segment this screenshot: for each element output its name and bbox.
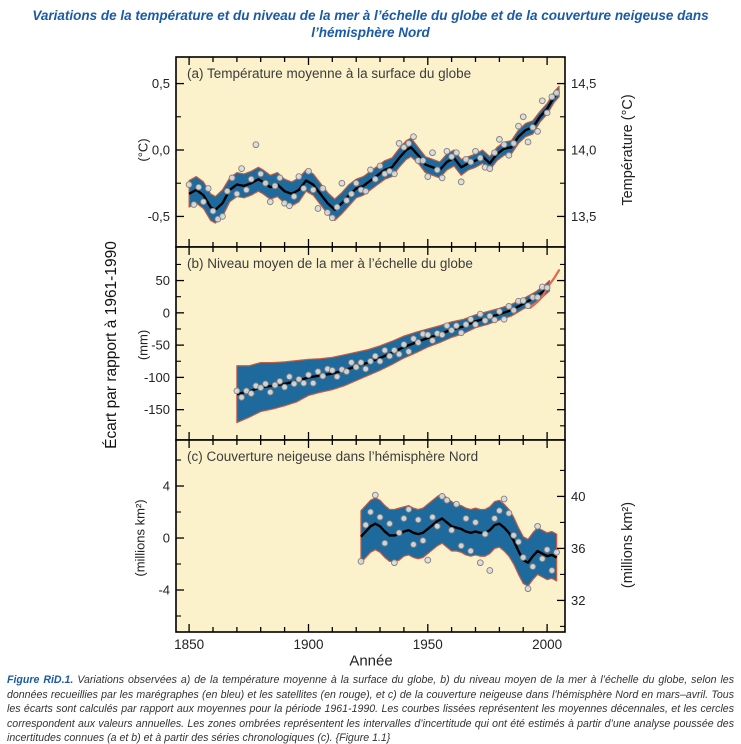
panel-b-annual-value-point <box>358 360 364 366</box>
panel-a-annual-value-point <box>320 186 326 192</box>
x-axis-tick-label: 1850 <box>174 637 205 652</box>
panel-a-annual-value-point <box>272 183 278 189</box>
panel-a-annual-value-point <box>434 167 440 173</box>
panel-c-title: (c) Couverture neigeuse dans l’hémisphère Nord <box>187 449 479 464</box>
panel-c-annual-value-point <box>525 586 531 592</box>
panel-a-annual-value-point <box>301 186 307 192</box>
panel-c-annual-value-point <box>506 510 512 516</box>
panel-b-annual-value-point <box>449 327 455 333</box>
panel-a-annual-value-point <box>449 154 455 160</box>
panel-b-annual-value-point <box>425 332 431 338</box>
panel-b-annual-value-point <box>468 316 474 322</box>
panel-b-annual-value-point <box>363 366 369 372</box>
panel-a-y-tick-label-right: 14,5 <box>571 76 597 92</box>
panel-c-annual-value-point <box>492 516 498 522</box>
panel-b-annual-value-point <box>473 322 479 328</box>
figure-caption <box>7 673 734 744</box>
panel-a-annual-value-point <box>535 129 541 135</box>
panel-a-y-tick-label-right: 13,5 <box>571 208 597 224</box>
panel-a-y-tick-label-left: -0,5 <box>147 208 170 224</box>
panel-b-left-unit-label: (mm) <box>135 329 151 361</box>
panel-c-annual-value-point <box>554 549 560 555</box>
panel-c-annual-value-point <box>363 522 369 528</box>
panel-b-title: (b) Niveau moyen de la mer à l’échelle du globe <box>187 256 473 271</box>
panel-a-annual-value-point <box>516 123 522 129</box>
panel-b-y-tick-label-left: -50 <box>151 337 170 353</box>
panel-a-annual-value-point <box>258 171 264 177</box>
panel-c-annual-value-point <box>449 527 455 533</box>
panel-c-annual-value-point <box>372 492 378 498</box>
panel-c-annual-value-point <box>549 568 555 574</box>
x-axis-tick-label: 1950 <box>412 637 443 652</box>
panel-a-annual-value-point <box>487 166 493 172</box>
panel-b-annual-value-point <box>406 349 412 355</box>
panel-b-annual-value-point <box>353 364 359 370</box>
panel-b-annual-value-point <box>535 294 541 300</box>
figure-title: Variations de la température et du niveau de la mer à l’échelle du globe et de la couverture neigeuse dans l’hémisphère Nord <box>32 8 709 40</box>
panel-c-annual-value-point <box>382 540 388 546</box>
panel-b-annual-value-point <box>372 353 378 359</box>
panel-c-annual-value-point <box>468 548 474 554</box>
panel-c-annual-value-point <box>420 538 426 544</box>
panel-a-annual-value-point <box>497 137 503 143</box>
panel-a-annual-value-point <box>368 167 374 173</box>
panel-a-annual-value-point <box>248 176 254 182</box>
panel-a-y-tick-label-left: 0,0 <box>151 142 170 158</box>
panel-c-right-axis-label: (millions km²) <box>620 501 636 589</box>
panel-a-annual-value-point <box>420 158 426 164</box>
panel-c-annual-value-point <box>497 508 503 514</box>
panel-b-annual-value-point <box>368 358 374 364</box>
panel-a-annual-value-point <box>310 187 316 193</box>
panel-b-annual-value-point <box>387 353 393 359</box>
panel-c-annual-value-point <box>530 564 536 570</box>
panel-b-annual-value-point <box>282 384 288 390</box>
panel-b-annual-value-point <box>511 307 517 313</box>
panel-a-left-unit-label: (°C) <box>135 138 151 162</box>
panel-c-y-tick-label-right: 40 <box>571 488 586 504</box>
panel-a-annual-value-point <box>263 180 269 186</box>
panel-b-annual-value-point <box>344 369 350 375</box>
panel-b-annual-value-point <box>287 374 293 380</box>
panel-b-annual-value-point <box>501 316 507 322</box>
panel-c-annual-value-point <box>406 507 412 513</box>
panel-c-annual-value-point <box>411 542 417 548</box>
panel-a-annual-value-point <box>525 139 531 145</box>
shared-y-axis-label: Écart par rapport à 1961-1990 <box>103 241 120 449</box>
panel-b-annual-value-point <box>439 332 445 338</box>
panel-a-annual-value-point <box>205 186 211 192</box>
panel-c-annual-value-point <box>430 514 436 520</box>
panel-a-annual-value-point <box>296 174 302 180</box>
panel-c-annual-value-point <box>487 568 493 574</box>
panel-b-annual-value-point <box>525 303 531 309</box>
panel-a-annual-value-point <box>339 180 345 186</box>
panel-b-annual-value-point <box>454 323 460 329</box>
panel-a-annual-value-point <box>224 188 230 194</box>
panel-b-annual-value-point <box>277 378 283 384</box>
panel-b-annual-value-point <box>291 381 297 387</box>
panel-c-left-unit-label: (millions km²) <box>132 499 148 577</box>
panel-c-annual-value-point <box>415 517 421 523</box>
panel-c-annual-value-point <box>434 523 440 529</box>
panel-a-annual-value-point <box>363 188 369 194</box>
panel-b-annual-value-point <box>315 369 321 375</box>
panel-c-annual-value-point <box>458 543 464 549</box>
panel-a-annual-value-point <box>267 199 273 205</box>
x-axis-tick-label: 1900 <box>293 637 324 652</box>
panel-b-annual-value-point <box>329 367 335 373</box>
panel-c-y-tick-label-left: 0 <box>162 530 170 546</box>
panel-a-annual-value-point <box>392 171 398 177</box>
panel-a-annual-value-point <box>244 187 250 193</box>
panel-a-title: (a) Température moyenne à la surface du globe <box>187 66 472 81</box>
panel-b-annual-value-point <box>267 389 273 395</box>
panel-c-y-tick-label-right: 32 <box>571 592 586 608</box>
panel-b-annual-value-point <box>430 338 436 344</box>
panel-a-annual-value-point <box>325 210 331 216</box>
panel-a-annual-value-point <box>210 208 216 214</box>
panel-b-annual-value-point <box>415 340 421 346</box>
panel-b-annual-value-point <box>382 347 388 353</box>
panel-a-annual-value-point <box>220 214 226 220</box>
panel-a-annual-value-point <box>468 159 474 165</box>
panel-c-annual-value-point <box>444 497 450 503</box>
panel-a-y-tick-label-left: 0,5 <box>151 76 170 92</box>
panel-a-annual-value-point <box>234 191 240 197</box>
panel-c-annual-value-point <box>544 547 550 553</box>
panel-a-annual-value-point <box>186 182 192 188</box>
panel-c-annual-value-point <box>535 523 541 529</box>
panel-a-annual-value-point <box>454 150 460 156</box>
panel-a-annual-value-point <box>191 202 197 208</box>
panel-b-annual-value-point <box>444 323 450 329</box>
panel-b-annual-value-point <box>349 360 355 366</box>
panel-a-annual-value-point <box>277 175 283 181</box>
panel-c-annual-value-point <box>401 516 407 522</box>
panel-c-annual-value-point <box>392 560 398 566</box>
panel-c-annual-value-point <box>368 509 374 515</box>
panel-c-annual-value-point <box>501 496 507 502</box>
panel-a-right-axis-label: Température (°C) <box>620 94 636 206</box>
panel-a-annual-value-point <box>329 215 335 221</box>
panel-c-annual-value-point <box>425 557 431 563</box>
panel-a-annual-value-point <box>554 90 560 96</box>
panel-a-annual-value-point <box>239 166 245 172</box>
panel-c-annual-value-point <box>516 539 522 545</box>
panel-b-annual-value-point <box>310 380 316 386</box>
panel-b-background <box>176 247 565 440</box>
panel-b-y-tick-label-left: 50 <box>155 273 170 289</box>
panel-a-annual-value-point <box>511 141 517 147</box>
panel-c-annual-value-point <box>520 555 526 561</box>
panel-a-annual-value-point <box>291 194 297 200</box>
caption-label: Figure RiD.1. <box>7 674 74 686</box>
panel-b-annual-value-point <box>463 322 469 328</box>
panel-c-annual-value-point <box>377 514 383 520</box>
panel-a-annual-value-point <box>353 180 359 186</box>
panel-b-annual-value-point <box>334 374 340 380</box>
panel-c-annual-value-point <box>387 521 393 527</box>
panel-a-annual-value-point <box>501 142 507 148</box>
panel-a-annual-value-point <box>315 206 321 212</box>
panel-b-annual-value-point <box>320 373 326 379</box>
panel-b-annual-value-point <box>234 388 240 394</box>
panel-a-annual-value-point <box>544 110 550 116</box>
panel-b-annual-value-point <box>306 372 312 378</box>
panel-c-y-tick-label-right: 36 <box>571 540 586 556</box>
panel-a-annual-value-point <box>539 98 545 104</box>
panel-b-annual-value-point <box>458 330 464 336</box>
panel-c-annual-value-point <box>358 559 364 565</box>
panel-a-annual-value-point <box>492 150 498 156</box>
panel-b-annual-value-point <box>544 285 550 291</box>
panel-b-annual-value-point <box>477 311 483 317</box>
panel-c-annual-value-point <box>473 520 479 526</box>
panel-c-annual-value-point <box>477 560 483 566</box>
panel-b-annual-value-point <box>239 395 245 401</box>
x-axis-label: Année <box>349 652 393 670</box>
panel-a-annual-value-point <box>411 134 417 140</box>
panel-a-annual-value-point <box>530 125 536 131</box>
panel-a-annual-value-point <box>430 150 436 156</box>
panel-b-annual-value-point <box>482 318 488 324</box>
panel-a-annual-value-point <box>473 148 479 154</box>
panel-c-annual-value-point <box>482 531 488 537</box>
panel-a-annual-value-point <box>201 199 207 205</box>
panel-a-y-tick-label-right: 14,0 <box>571 142 597 158</box>
panel-c-y-tick-label-left: -4 <box>158 582 170 598</box>
panel-b-y-tick-label-left: -100 <box>143 369 170 385</box>
panel-a-annual-value-point <box>344 198 350 204</box>
panel-b-annual-value-point <box>396 351 402 357</box>
panel-a-annual-value-point <box>477 155 483 161</box>
panel-a-annual-value-point <box>425 174 431 180</box>
panel-a-annual-value-point <box>520 114 526 120</box>
panel-a-annual-value-point <box>287 203 293 209</box>
panel-c-y-tick-label-left: 4 <box>162 478 170 494</box>
panel-b-annual-value-point <box>263 381 269 387</box>
panel-b-y-tick-label-left: 0 <box>162 305 170 321</box>
panel-c-annual-value-point <box>454 501 460 507</box>
panel-b-annual-value-point <box>377 358 383 364</box>
panel-a-annual-value-point <box>439 175 445 181</box>
panel-a-annual-value-point <box>349 191 355 197</box>
panel-b-annual-value-point <box>520 298 526 304</box>
panel-c-annual-value-point <box>511 533 517 539</box>
panel-a-annual-value-point <box>229 175 235 181</box>
panel-a-annual-value-point <box>377 163 383 169</box>
panel-a-annual-value-point <box>253 142 259 148</box>
caption-text: Variations observées a) de la température moyenne à la surface du globe, b) du niveau moyen de la mer à l’échelle du globe, selon les données recueillies par les marégraphes (en bleu) et les satellites (en rouge), et c) de la couverture neigeuse dans l’hémisphère Nord en mars–avril. Tous les écarts sont calculés par rapport aux moyennes pour la période 1961-1990. Les courbes lissées représentent les moyennes décennales, et les cercles correspondent aux valeurs annuelles. Les zones ombrées représentent les intervalles d’incertitude qui ont été estimés à partir d’une analyse poussée des incertitudes connues (a et b) et à partir des séries chronologiques (c). {Figure 1.1} <box>7 674 734 744</box>
panel-a-annual-value-point <box>372 176 378 182</box>
panel-a-annual-value-point <box>334 204 340 210</box>
panel-b-annual-value-point <box>497 309 503 315</box>
panel-b-y-tick-label-left: -150 <box>143 402 170 418</box>
panel-c-annual-value-point <box>463 516 469 522</box>
panel-b-annual-value-point <box>248 391 254 397</box>
x-axis-tick-label: 2000 <box>532 637 563 652</box>
panel-a-annual-value-point <box>506 152 512 158</box>
panel-c-annual-value-point <box>539 556 545 562</box>
panel-a-annual-value-point <box>196 184 202 190</box>
panel-a-annual-value-point <box>458 179 464 185</box>
panel-b-annual-value-point <box>492 317 498 323</box>
panel-c-annual-value-point <box>396 530 402 536</box>
panel-a-annual-value-point <box>306 168 312 174</box>
panel-a-annual-value-point <box>444 148 450 154</box>
panel-b-annual-value-point <box>401 342 407 348</box>
panel-b-annual-value-point <box>301 380 307 386</box>
panel-a-annual-value-point <box>406 141 412 147</box>
